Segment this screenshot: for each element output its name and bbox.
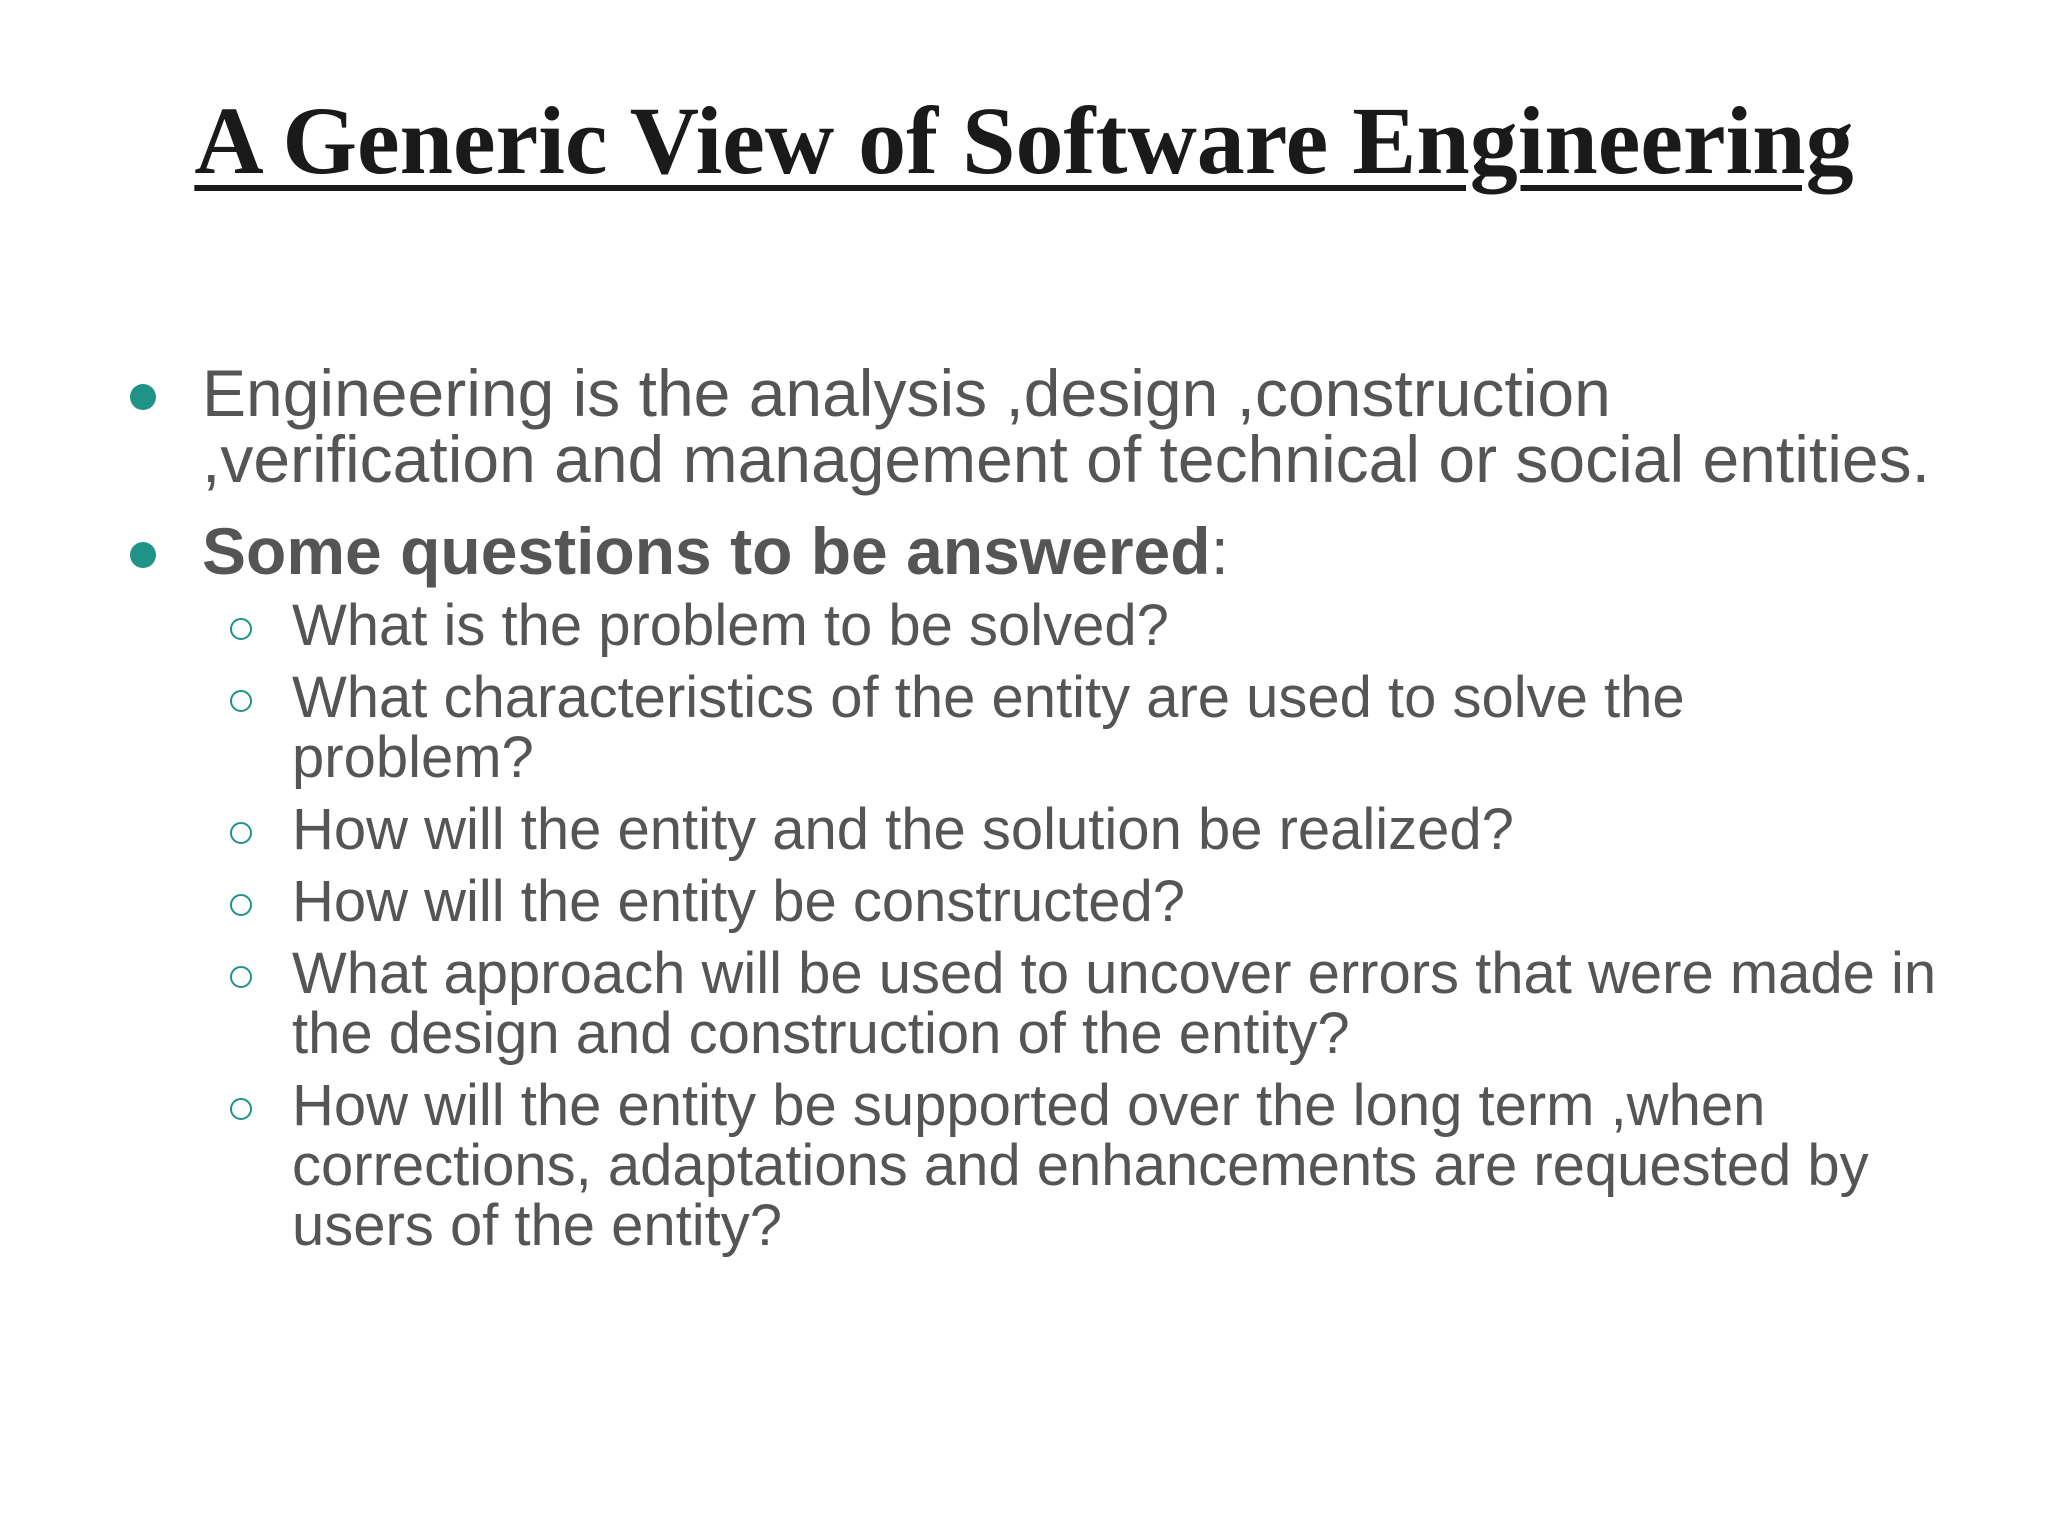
ring-bullet-icon xyxy=(230,1098,252,1120)
bullet-heading: Some questions to be answered xyxy=(202,514,1211,588)
ring-bullet-icon xyxy=(230,690,252,712)
bullet-text: Engineering is the analysis ,design ,construction ,verification and management of technical or social entities. xyxy=(202,356,1930,496)
sub-bullet-item xyxy=(292,941,1940,1066)
sub-bullet-item xyxy=(292,665,1940,790)
sub-bullet-text: How will the entity be constructed? xyxy=(292,869,1185,934)
ring-bullet-icon xyxy=(230,966,252,988)
ring-bullet-icon xyxy=(230,894,252,916)
sub-bullet-text: How will the entity and the solution be realized? xyxy=(292,797,1514,862)
sub-bullet-list xyxy=(120,593,1940,1258)
ring-bullet-icon xyxy=(230,618,252,640)
ring-bullet-icon xyxy=(230,822,252,844)
slide-title: A Generic View of Software Engineering xyxy=(194,87,1854,194)
bullet-heading-suffix: : xyxy=(1210,514,1229,588)
sub-bullet-text: What characteristics of the entity are used to solve the problem? xyxy=(292,665,1685,790)
sub-bullet-text: How will the entity be supported over the long term ,when corrections, adaptations and enhancements are requested by users of the entity? xyxy=(292,1073,1869,1258)
bullet-dot-icon xyxy=(130,384,156,410)
sub-bullet-item xyxy=(292,869,1940,934)
sub-bullet-item xyxy=(292,797,1940,862)
sub-bullet-text: What approach will be used to uncover errors that were made in the design and construction of the entity? xyxy=(292,941,1937,1066)
bullet-item xyxy=(120,514,1940,588)
sub-bullet-text: What is the problem to be solved? xyxy=(292,593,1169,658)
sub-bullet-item xyxy=(292,593,1940,658)
bullet-item xyxy=(120,356,1940,496)
slide-content xyxy=(120,356,1940,1268)
bullet-dot-icon xyxy=(130,542,156,568)
sub-bullet-item xyxy=(292,1073,1940,1258)
